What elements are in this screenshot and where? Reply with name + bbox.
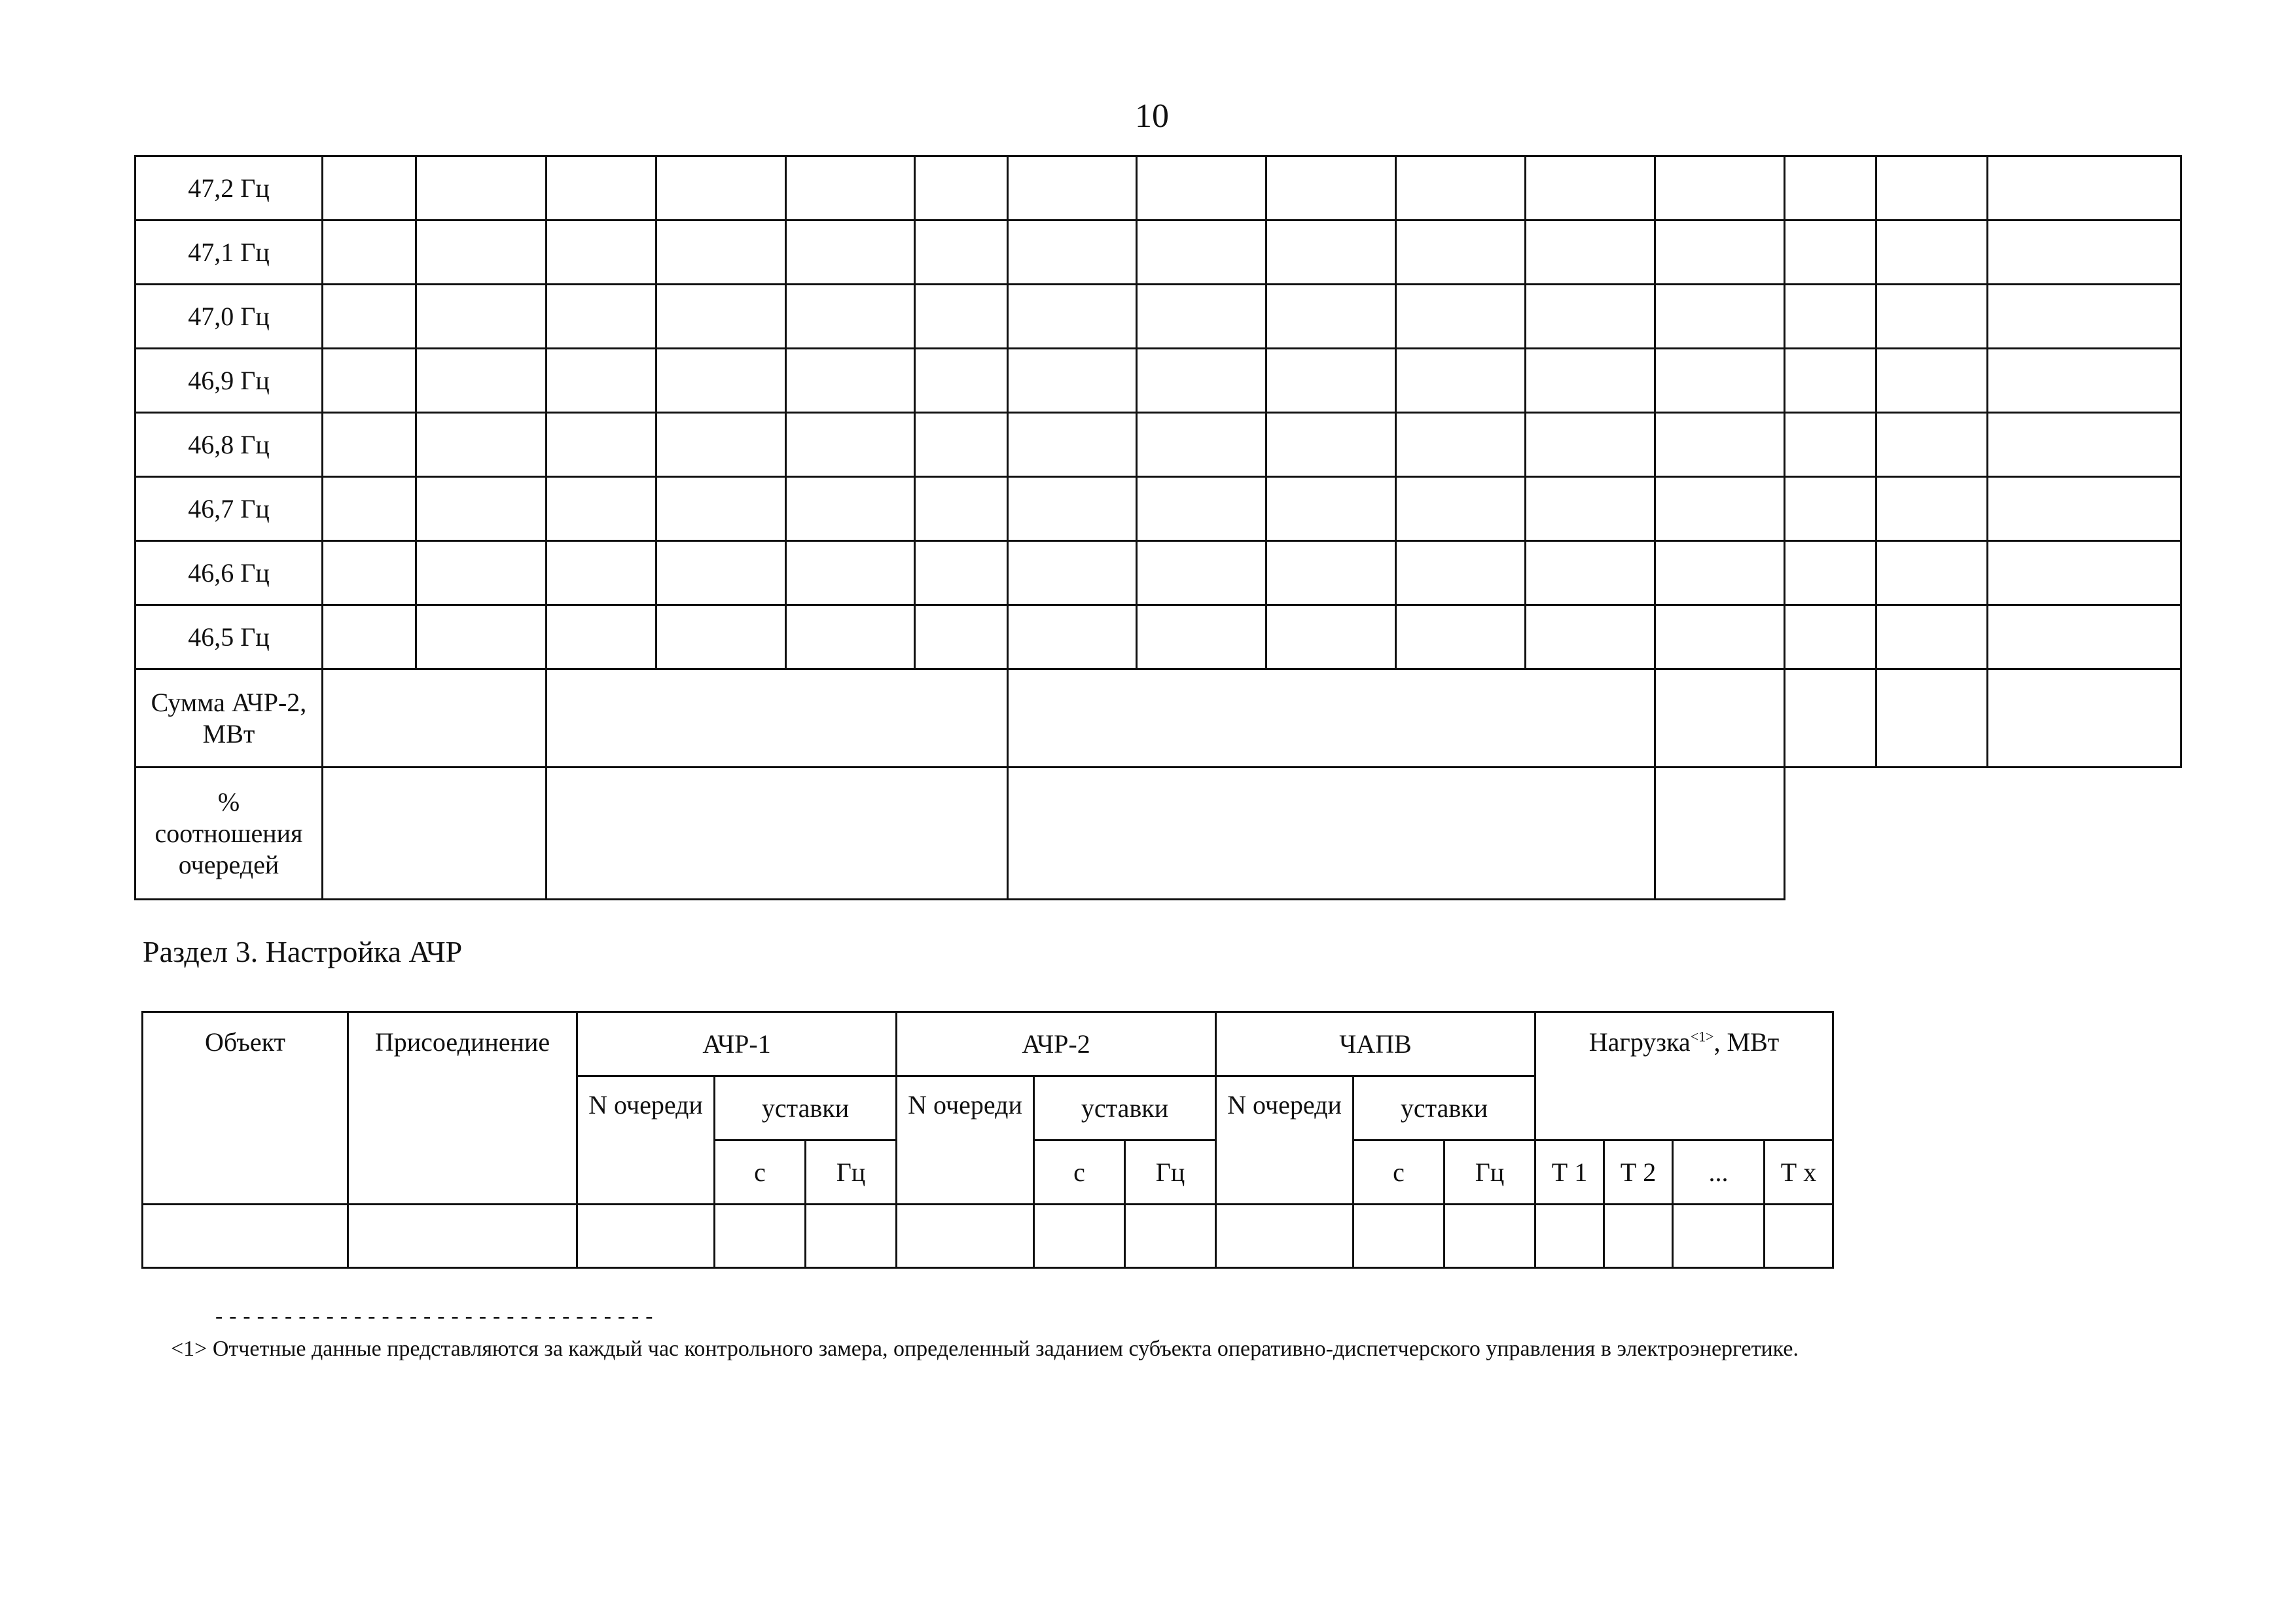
empty-cell	[1396, 477, 1526, 541]
empty-cell	[656, 477, 786, 541]
empty-cell	[416, 349, 547, 413]
header-object: Объект	[143, 1012, 348, 1205]
empty-cell	[323, 349, 416, 413]
section-title: Раздел 3. Настройка АЧР	[143, 935, 463, 968]
header-settings: уставки	[1034, 1076, 1216, 1140]
header-hz: Гц	[1125, 1140, 1216, 1205]
empty-cell	[1526, 541, 1655, 605]
empty-cell	[1008, 605, 1137, 669]
freq-label: 47,1 Гц	[135, 221, 323, 285]
header-hz: Гц	[806, 1140, 897, 1205]
empty-cell	[1604, 1205, 1673, 1268]
freq-row	[135, 156, 2181, 221]
empty-cell	[915, 541, 1008, 605]
empty-cell	[1008, 541, 1137, 605]
freq-row	[135, 541, 2181, 605]
empty-cell	[1354, 1205, 1444, 1268]
empty-cell	[348, 1205, 577, 1268]
empty-cell	[786, 605, 915, 669]
empty-cell	[915, 156, 1008, 221]
footnote-separator: --------------------------------	[213, 1306, 657, 1330]
empty-cell	[1526, 156, 1655, 221]
empty-cell	[1988, 477, 2181, 541]
empty-cell	[1137, 221, 1266, 285]
empty-cell	[1876, 477, 1988, 541]
empty-cell	[1266, 541, 1396, 605]
empty-cell	[915, 349, 1008, 413]
header-t2: Т 2	[1604, 1140, 1673, 1205]
header-hz: Гц	[1444, 1140, 1535, 1205]
freq-label: 46,6 Гц	[135, 541, 323, 605]
empty-cell	[1266, 221, 1396, 285]
empty-cell	[1655, 541, 1785, 605]
empty-cell	[416, 605, 547, 669]
empty-cell	[1988, 541, 2181, 605]
empty-cell	[1655, 221, 1785, 285]
header-n-queue: N очереди	[897, 1076, 1034, 1205]
empty-cell	[1526, 285, 1655, 349]
freq-label: 46,5 Гц	[135, 605, 323, 669]
page-number: 10	[1135, 97, 1169, 135]
percent-row	[135, 768, 2181, 900]
empty-cell	[1765, 1205, 1833, 1268]
empty-cell	[323, 156, 416, 221]
empty-cell	[1876, 541, 1988, 605]
empty-cell	[1137, 349, 1266, 413]
header-load-label: Нагрузка	[1588, 1027, 1691, 1057]
empty-cell	[1266, 605, 1396, 669]
header-settings: уставки	[1354, 1076, 1535, 1140]
empty-cell	[323, 669, 547, 768]
empty-cell	[1655, 285, 1785, 349]
empty-cell	[1655, 349, 1785, 413]
empty-cell	[1008, 477, 1137, 541]
empty-cell	[786, 477, 915, 541]
empty-cell	[786, 413, 915, 477]
empty-cell	[1785, 349, 1876, 413]
frequency-table	[134, 155, 2182, 900]
empty-cell	[1535, 1205, 1604, 1268]
achr-settings-table	[141, 1011, 1834, 1269]
header-t1: Т 1	[1535, 1140, 1604, 1205]
empty-cell	[1396, 413, 1526, 477]
empty-cell	[323, 605, 416, 669]
header-settings: уставки	[715, 1076, 897, 1140]
empty-cell	[915, 413, 1008, 477]
empty-cell	[1008, 768, 1655, 900]
freq-label: 46,9 Гц	[135, 349, 323, 413]
empty-cell	[1266, 477, 1396, 541]
empty-cell	[416, 156, 547, 221]
empty-cell	[547, 605, 656, 669]
empty-cell	[1655, 413, 1785, 477]
empty-cell	[1655, 605, 1785, 669]
empty-cell	[1266, 156, 1396, 221]
header-sec: с	[1354, 1140, 1444, 1205]
empty-cell	[416, 221, 547, 285]
empty-cell	[786, 285, 915, 349]
header-chapv: ЧАПВ	[1216, 1012, 1535, 1076]
empty-cell	[1266, 413, 1396, 477]
freq-row	[135, 477, 2181, 541]
empty-cell	[915, 285, 1008, 349]
empty-cell	[1785, 605, 1876, 669]
freq-row	[135, 413, 2181, 477]
empty-cell	[1876, 349, 1988, 413]
empty-cell	[1137, 605, 1266, 669]
empty-cell	[1876, 156, 1988, 221]
empty-cell	[656, 156, 786, 221]
empty-cell	[1526, 413, 1655, 477]
empty-cell	[1526, 349, 1655, 413]
empty-cell	[323, 413, 416, 477]
empty-cell	[323, 285, 416, 349]
empty-cell	[1655, 156, 1785, 221]
empty-cell	[1785, 156, 1876, 221]
footnote-ref: <1>	[1690, 1028, 1714, 1045]
header-tx: Т х	[1765, 1140, 1833, 1205]
empty-cell	[547, 156, 656, 221]
empty-cell	[656, 285, 786, 349]
empty-cell	[1526, 221, 1655, 285]
empty-cell	[1876, 285, 1988, 349]
empty-cell	[143, 1205, 348, 1268]
empty-cell	[915, 221, 1008, 285]
empty-cell	[1216, 1205, 1354, 1268]
empty-cell	[416, 541, 547, 605]
freq-label: 46,8 Гц	[135, 413, 323, 477]
empty-cell	[547, 477, 656, 541]
empty-cell	[1785, 413, 1876, 477]
empty-cell	[1876, 413, 1988, 477]
empty-cell	[656, 605, 786, 669]
empty-cell	[577, 1205, 715, 1268]
empty-cell	[786, 541, 915, 605]
empty-cell	[1396, 349, 1526, 413]
empty-cell	[1034, 1205, 1125, 1268]
freq-row	[135, 605, 2181, 669]
header-achr2: АЧР-2	[897, 1012, 1216, 1076]
empty-cell	[323, 477, 416, 541]
freq-row	[135, 349, 2181, 413]
empty-cell	[1125, 1205, 1216, 1268]
header-connection: Присоединение	[348, 1012, 577, 1205]
empty-cell	[1396, 221, 1526, 285]
empty-cell	[547, 541, 656, 605]
empty-cell	[1008, 156, 1137, 221]
empty-cell	[656, 221, 786, 285]
empty-cell	[656, 541, 786, 605]
empty-cell	[323, 768, 547, 900]
freq-label: 47,0 Гц	[135, 285, 323, 349]
footnote-text: <1> Отчетные данные представляются за каждый час контрольного замера, определенный заданием субъекта оперативно-диспетчерского управления в электроэнергетике.	[171, 1337, 1799, 1361]
empty-cell	[915, 477, 1008, 541]
empty-cell	[786, 221, 915, 285]
empty-cell	[1008, 349, 1137, 413]
empty-cell	[1988, 285, 2181, 349]
empty-cell	[1526, 477, 1655, 541]
empty-cell	[1988, 605, 2181, 669]
freq-row	[135, 221, 2181, 285]
empty-cell	[1137, 156, 1266, 221]
empty-cell	[786, 349, 915, 413]
empty-cell	[323, 541, 416, 605]
empty-cell	[416, 477, 547, 541]
blank-area	[1785, 768, 1988, 900]
empty-cell	[1655, 477, 1785, 541]
empty-cell	[1988, 413, 2181, 477]
empty-cell	[1988, 156, 2181, 221]
empty-cell	[1526, 605, 1655, 669]
empty-cell	[547, 413, 656, 477]
empty-cell	[1785, 221, 1876, 285]
empty-cell	[1988, 349, 2181, 413]
header-sec: с	[715, 1140, 806, 1205]
header-load	[1535, 1012, 1833, 1140]
empty-cell	[1008, 413, 1137, 477]
empty-cell	[1137, 477, 1266, 541]
empty-cell	[1876, 221, 1988, 285]
empty-cell	[547, 768, 1008, 900]
header-load-unit: , МВт	[1713, 1027, 1780, 1057]
empty-cell	[547, 285, 656, 349]
empty-cell	[416, 413, 547, 477]
empty-cell	[1266, 349, 1396, 413]
empty-cell	[547, 221, 656, 285]
empty-cell	[1444, 1205, 1535, 1268]
empty-cell	[1785, 285, 1876, 349]
empty-cell	[1008, 669, 1655, 768]
header-n-queue: N очереди	[577, 1076, 715, 1205]
empty-cell	[915, 605, 1008, 669]
empty-cell	[1655, 669, 1785, 768]
freq-label: 47,2 Гц	[135, 156, 323, 221]
empty-cell	[1876, 669, 1988, 768]
header-sec: с	[1034, 1140, 1125, 1205]
empty-cell	[416, 285, 547, 349]
empty-cell	[786, 156, 915, 221]
empty-cell	[1655, 768, 1785, 900]
empty-cell	[1008, 285, 1137, 349]
empty-cell	[1396, 156, 1526, 221]
empty-cell	[1988, 669, 2181, 768]
empty-cell	[1785, 669, 1876, 768]
empty-cell	[1266, 285, 1396, 349]
empty-cell	[1396, 541, 1526, 605]
empty-cell	[1137, 541, 1266, 605]
freq-row	[135, 285, 2181, 349]
empty-cell	[1785, 477, 1876, 541]
empty-cell	[1785, 541, 1876, 605]
empty-cell	[1396, 605, 1526, 669]
freq-label: 46,7 Гц	[135, 477, 323, 541]
sum-label: Сумма АЧР-2, МВт	[135, 669, 323, 768]
empty-cell	[1137, 285, 1266, 349]
header-achr1: АЧР-1	[577, 1012, 897, 1076]
percent-label: % соотношения очередей	[135, 768, 323, 900]
empty-cell	[1876, 605, 1988, 669]
empty-cell	[806, 1205, 897, 1268]
header-n-queue: N очереди	[1216, 1076, 1354, 1205]
empty-cell	[656, 349, 786, 413]
empty-cell	[547, 349, 656, 413]
empty-cell	[1137, 413, 1266, 477]
sum-row	[135, 669, 2181, 768]
empty-cell	[715, 1205, 806, 1268]
header-dots: ...	[1673, 1140, 1765, 1205]
empty-cell	[1008, 221, 1137, 285]
empty-cell	[897, 1205, 1034, 1268]
empty-cell	[1673, 1205, 1765, 1268]
empty-cell	[1396, 285, 1526, 349]
empty-cell	[547, 669, 1008, 768]
empty-cell	[656, 413, 786, 477]
empty-cell	[1988, 221, 2181, 285]
empty-cell	[323, 221, 416, 285]
